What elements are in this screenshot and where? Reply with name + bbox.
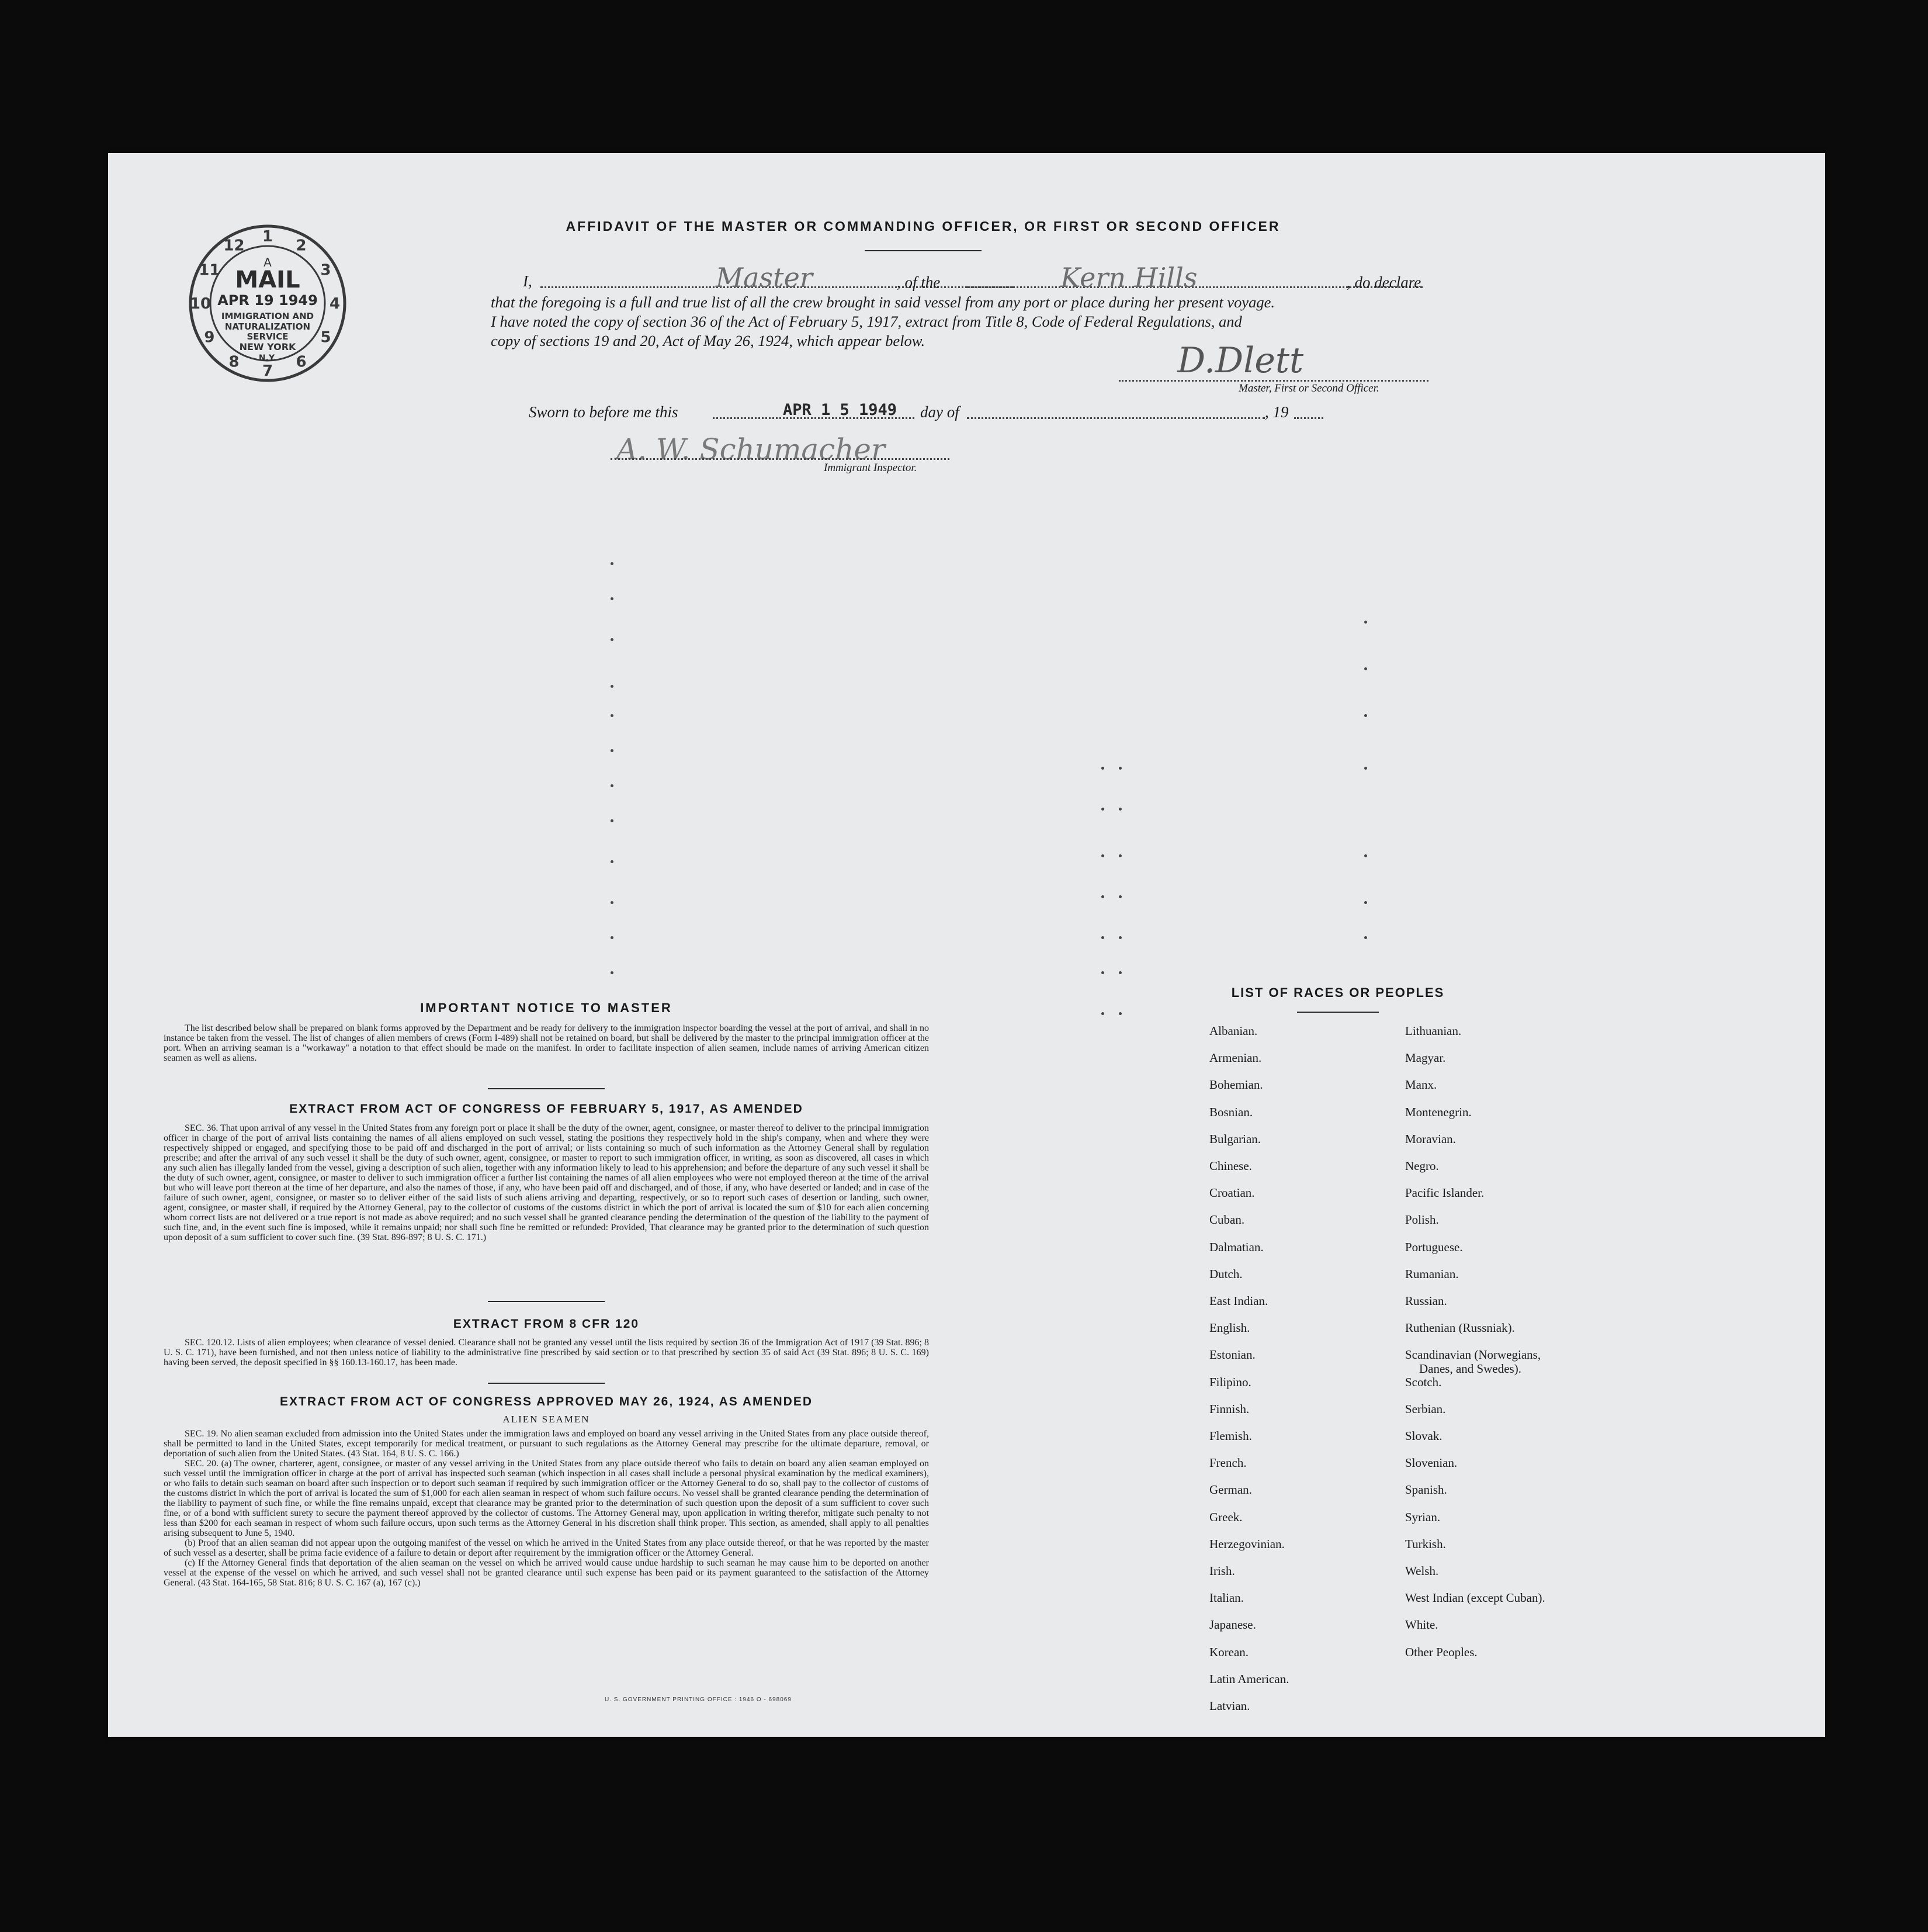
race-item: English. xyxy=(1209,1321,1250,1335)
stamp-ring-number: 10 xyxy=(189,295,211,313)
svg-text:N.Y.: N.Y. xyxy=(258,354,277,363)
race-item: Welsh. xyxy=(1405,1564,1439,1578)
races-left-column xyxy=(1209,1024,1385,1725)
stamp-ring-number: 3 xyxy=(320,261,331,279)
stamp-ring-number: 4 xyxy=(329,295,341,313)
race-item: Lithuanian. xyxy=(1405,1024,1462,1038)
year-label: , 19 xyxy=(1265,403,1289,421)
race-item: German. xyxy=(1209,1483,1252,1497)
svg-text:NEW YORK: NEW YORK xyxy=(239,341,296,352)
race-item: Bosnian. xyxy=(1209,1105,1253,1119)
stamp-ring-number: 6 xyxy=(296,353,307,371)
stamp-ring-number: 9 xyxy=(204,328,215,347)
sec-19: SEC. 19. No alien seaman excluded from admission into the United States under the immigration laws and employed on board any vessel arriving in the United States from any place outside thereof, shall be permitted to land in the United States, except temporarily for medical treatment, or pursuant to such regulations as the Attorney General may prescribe for the ultimate departure, removal, or deportation of such alien from the United States. (43 Stat. 164, 8 U. S. C. 166.) xyxy=(164,1429,929,1459)
race-item: Bohemian. xyxy=(1209,1078,1263,1092)
race-item: Chinese. xyxy=(1209,1159,1252,1173)
form-page xyxy=(108,153,1825,1737)
stamp-ring-number: 7 xyxy=(262,362,273,380)
alien-seamen-subtitle: ALIEN SEAMEN xyxy=(502,1414,590,1425)
immigration-mail-stamp xyxy=(183,219,352,388)
race-item: Russian. xyxy=(1405,1294,1447,1308)
stamp-ring-number: 8 xyxy=(228,353,240,371)
race-item: Italian. xyxy=(1209,1591,1244,1605)
affidavit-body-3: copy of sections 19 and 20, Act of May 26, 1924, which appear below. xyxy=(491,332,925,349)
sworn-date-stamp: APR 1 5 1949 xyxy=(783,401,897,419)
svg-text:SERVICE: SERVICE xyxy=(247,331,289,342)
stamp-ring-number: 2 xyxy=(296,237,307,255)
race-item: Korean. xyxy=(1209,1645,1249,1659)
do-declare-label: , do declare xyxy=(1347,273,1421,291)
race-item: Latin American. xyxy=(1209,1672,1289,1686)
race-item: Magyar. xyxy=(1405,1051,1446,1065)
printer-imprint: U. S. GOVERNMENT PRINTING OFFICE : 1946 O - 698069 xyxy=(605,1696,792,1703)
race-item: Filipino. xyxy=(1209,1375,1251,1389)
extract-1917-body: SEC. 36. That upon arrival of any vessel in the United States from any foreign port or place it shall be the duty of the owner, agent, consignee, or master thereof to deliver to the principal immigration officer in charge of the port of arrival lists containing the names of all aliens employed on such vessel, stating the positions they respectively hold in the ship's company, when and where they were respectively shipped or engaged, and specifying those to be paid off and discharged in the port of arrival; or lists containing so much of such information as the Attorney General shall by regulation prescribe; and after the arrival of any such vessel it shall be the duty of such owner, agent, consignee, or master to report to such immigration officer, in writing, as soon as discovered, all cases in which any such alien has illegally landed from the vessel, giving a description of such alien, together with any information likely to lead to his apprehension; and before the departure of any such vessel it shall be the duty of such owner, agent, consignee, or master to deliver to such immigration officer a further list containing the names of all alien employees who were not employed thereon at the time of the arrival but who will leave port thereon at the time of her departure, and also the names of those, if any, who have been paid off and discharged, and of those, if any, who have deserted or landed; and in case of the failure of such owner, agent, consignee, or master so to deliver either of the said lists of such aliens arriving and departing, respectively, or so to report such cases of desertion or landing, such owner, agent, consignee, or master shall, if required by the Attorney General, pay to the collector of customs of the customs district in which the port of arrival is located the sum of $10 for each alien concerning whom correct lists are not delivered or a true report is not made as above required; and no such vessel shall be granted clearance pending the determination of the question of the liability to the payment of such fine, and, in the event such fine is imposed, while it remains unpaid; nor shall such fine be remitted or refunded: Provided, That clearance may be granted prior to the determination of such question upon deposit of a sum sufficient to cover such fine. (39 Stat. 896-897; 8 U. S. C. 171.) xyxy=(164,1123,929,1242)
vessel-handwriting: Kern Hills xyxy=(1060,262,1198,293)
sworn-label: Sworn to before me this xyxy=(529,403,678,421)
master-signature: D.Dlett xyxy=(1177,340,1304,381)
race-item: White. xyxy=(1405,1618,1438,1632)
races-title: LIST OF RACES OR PEOPLES xyxy=(1231,985,1445,1000)
stamp-ring-number: 1 xyxy=(262,228,273,245)
of-the-label: , of the xyxy=(897,273,941,291)
race-item: Dutch. xyxy=(1209,1267,1243,1281)
sec-20a: SEC. 20. (a) The owner, charterer, agent, consignee, or master of any vessel arriving in the United States from any place outside thereof who fails to detain on board any alien seaman employed on such vessel until the immigration officer in charge at the port of arrival has inspected such seaman (which inspection in all cases shall include a personal physical examination by the medical examiners), or who fails to detain such seaman on board after such inspection or to deport such seaman if required by such immigration officer or the Attorney General to do so, shall pay to the collector of customs of the customs district in which the port of arrival is located the sum of $1,000 for each alien seaman in respect of whom such failure occurs. No vessel shall be granted clearance pending the determination of the liability to payment of such fine, or while the fine remains unpaid, except that clearance may be granted prior to the determination of such question upon the deposit of a sum sufficient to cover such fine, or of a bond with sufficient surety to secure the payment thereof approved by the collector of customs. The Attorney General may, upon application in writing therefor, mitigate such penalty to not less than $200 for each seaman in respect of whom such failure occurs, upon such terms as the Attorney General in his discretion shall think proper. This section, as amended, shall apply to all penalties arising subsequent to June 5, 1940. xyxy=(164,1459,929,1538)
master-caption: Master, First or Second Officer. xyxy=(1239,382,1379,394)
race-item: Scandinavian (Norwegians, xyxy=(1405,1348,1541,1362)
race-item: Scotch. xyxy=(1405,1375,1442,1389)
race-item: Irish. xyxy=(1209,1564,1235,1578)
race-item: Turkish. xyxy=(1405,1537,1446,1551)
race-item: French. xyxy=(1209,1456,1247,1470)
title-underline xyxy=(865,250,982,251)
affidavit-body-1: that the foregoing is a full and true list of all the crew brought in said vessel from any port or place during her present voyage. xyxy=(491,293,1275,311)
race-item: Albanian. xyxy=(1209,1024,1258,1038)
extract-cfr-title: EXTRACT FROM 8 CFR 120 xyxy=(453,1317,640,1331)
stamp-ring-number: 12 xyxy=(223,237,245,255)
extract-cfr-body: SEC. 120.12. Lists of alien employees; when clearance of vessel denied. Clearance shall not be granted any vessel until the lists required by section 36 of the Immigration Act of 1917 (39 Stat. 896; 8 U. S. C. 171), have been furnished, and not then unless notice of liability to the administrative fine prescribed by said section or to that prescribed by section 35 of said Act (39 Stat. 896; 8 U. S. C. 169) having been served, the deposit specified in §§ 160.13-160.17, has been made. xyxy=(164,1338,929,1367)
affidavit-body-2: I have noted the copy of section 36 of the Act of February 5, 1917, extract from Title 8, Code of Federal Regulations, and xyxy=(491,313,1242,330)
race-item: Pacific Islander. xyxy=(1405,1186,1485,1200)
i-label: I, xyxy=(523,272,532,290)
race-item: Greek. xyxy=(1209,1510,1243,1524)
races-right-column xyxy=(1405,1024,1639,1725)
stamp-top: A xyxy=(263,255,272,269)
extract-1924-body xyxy=(164,1429,929,1588)
race-item: East Indian. xyxy=(1209,1294,1268,1308)
stamp-ring-number: 11 xyxy=(199,261,220,279)
declarant-handwriting: Master xyxy=(716,262,813,293)
race-item: Herzegovinian. xyxy=(1209,1537,1285,1551)
race-item: Croatian. xyxy=(1209,1186,1255,1200)
race-item: Moravian. xyxy=(1405,1132,1456,1146)
race-item: West Indian (except Cuban). xyxy=(1405,1591,1545,1605)
race-item: Montenegrin. xyxy=(1405,1105,1472,1119)
notice-body: The list described below shall be prepared on blank forms approved by the Department and be ready for delivery to the immigration inspector boarding the vessel at the port of arrival, and shall in no instance be taken from the vessel. The list of changes of alien members of crews (Form I-489) shall not be retained on board, but shall be delivered by the master to the principal immigration officer at the port. When an arriving seaman is a "workaway" a notation to that effect should be made on the manifest. In order to facilitate inspection of alien seamen, include names of arriving American citizen seamen as well as aliens. xyxy=(164,1023,929,1063)
race-item: Slovenian. xyxy=(1405,1456,1458,1470)
affidavit-title: AFFIDAVIT OF THE MASTER OR COMMANDING OFFICER, OR FIRST OR SECOND OFFICER xyxy=(566,219,1281,234)
sec-20c: (c) If the Attorney General finds that deportation of the alien seaman on the vessel on which he arrived would cause undue hardship to such seaman he may cause him to be deported on another vessel at the expense of the vessel on which he arrived, and such vessel shall not be granted clearance until such expense has been paid or its payment guaranteed to the satisfaction of the Attorney General. (43 Stat. 164-165, 58 Stat. 816; 8 U. S. C. 167 (a), 167 (c).) xyxy=(164,1558,929,1588)
sec-20b: (b) Proof that an alien seaman did not appear upon the outgoing manifest of the vessel on which he arrived in the United States from any place outside thereof, or that he was reported by the master of such vessel as a deserter, shall be prima facie evidence of a failure to detain or deport after requirement by the immigration officer or the Attorney General. xyxy=(164,1538,929,1558)
stamp-mail: MAIL xyxy=(235,266,300,293)
race-item: Latvian. xyxy=(1209,1699,1250,1713)
race-item: Armenian. xyxy=(1209,1051,1262,1065)
race-item: Finnish. xyxy=(1209,1402,1250,1416)
race-item: Syrian. xyxy=(1405,1510,1441,1524)
race-item: Flemish. xyxy=(1209,1429,1252,1443)
race-item: Japanese. xyxy=(1209,1618,1256,1632)
stamp-date: APR 19 1949 xyxy=(217,292,318,309)
notice-title: IMPORTANT NOTICE TO MASTER xyxy=(420,1000,672,1015)
race-item: Slovak. xyxy=(1405,1429,1442,1443)
race-item: Portuguese. xyxy=(1405,1240,1463,1254)
extract-1917-title: EXTRACT FROM ACT OF CONGRESS OF FEBRUARY 5, 1917, AS AMENDED xyxy=(289,1102,803,1116)
extract-1924-title: EXTRACT FROM ACT OF CONGRESS APPROVED MAY 26, 1924, AS AMENDED xyxy=(279,1395,813,1408)
race-item: Bulgarian. xyxy=(1209,1132,1261,1146)
race-item: Serbian. xyxy=(1405,1402,1446,1416)
inspector-signature: A. W. Schumacher xyxy=(616,432,885,466)
race-item: Manx. xyxy=(1405,1078,1437,1092)
race-item: Other Peoples. xyxy=(1405,1645,1478,1659)
race-item: Rumanian. xyxy=(1405,1267,1459,1281)
race-item: Danes, and Swedes). xyxy=(1419,1362,1521,1376)
race-item: Polish. xyxy=(1405,1213,1439,1227)
race-item: Spanish. xyxy=(1405,1483,1447,1497)
svg-text:IMMIGRATION AND: IMMIGRATION AND xyxy=(221,311,314,321)
race-item: Ruthenian (Russniak). xyxy=(1405,1321,1515,1335)
inspector-caption: Immigrant Inspector. xyxy=(824,462,917,474)
day-of-label: day of xyxy=(920,403,959,421)
race-item: Estonian. xyxy=(1209,1348,1256,1362)
svg-text:NATURALIZATION: NATURALIZATION xyxy=(224,321,311,332)
stamp-ring-number: 5 xyxy=(320,328,331,347)
race-item: Negro. xyxy=(1405,1159,1439,1173)
race-item: Cuban. xyxy=(1209,1213,1245,1227)
race-item: Dalmatian. xyxy=(1209,1240,1264,1254)
